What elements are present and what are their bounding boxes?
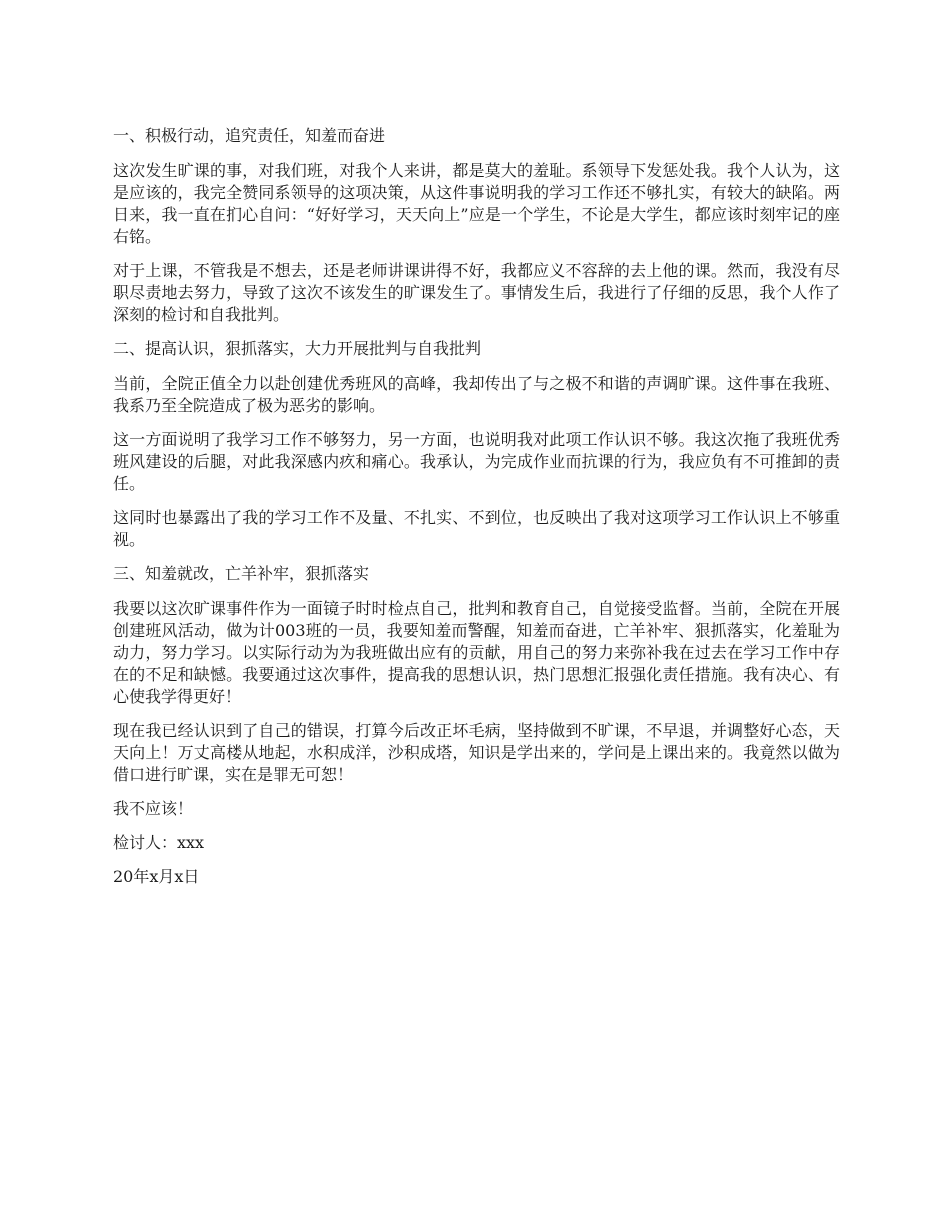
paragraph-3: 当前，全院正值全力以赴创建优秀班风的高峰，我却传出了与之极不和谐的声调旷课。这件事在我班、我系乃至全院造成了极为恶劣的影响。 <box>113 374 840 415</box>
paragraph-1: 这次发生旷课的事，对我们班，对我个人来讲，都是莫大的羞耻。系领导下发惩处我。我个人认为，这是应该的，我完全赞同系领导的这项决策，从这件事说明我的学习工作还不够扎实，有较大的缺陷。两日来，我一直在扪心自问：“好好学习，天天向上”应是一个学生，不论是大学生，都应该时刻牢记的座右铭。 <box>113 161 840 246</box>
paragraph-2: 对于上课，不管我是不想去，还是老师讲课讲得不好，我都应义不容辞的去上他的课。然而，我没有尽职尽责地去努力，导致了这次不该发生的旷课发生了。事情发生后，我进行了仔细的反思，我个人作了深刻的检讨和自我批判。 <box>113 261 840 324</box>
paragraph-4: 这一方面说明了我学习工作不够努力，另一方面，也说明我对此项工作认识不够。我这次拖了我班优秀班风建设的后腿，对此我深感内疚和痛心。我承认，为完成作业而抗课的行为，我应负有不可推卸的责任。 <box>113 430 840 493</box>
signature-line: 检讨人：xxx <box>113 833 205 852</box>
section-heading-1: 一、积极行动，追究责任，知羞而奋进 <box>113 126 386 145</box>
paragraph-7: 现在我已经认识到了自己的错误，打算今后改正坏毛病，坚持做到不旷课，不早退，并调整好心态，天天向上！万丈高楼从地起，水积成洋，沙积成塔，知识是学出来的，学问是上课出来的。我竟然以做为借口进行旷课，实在是罪无可恕！ <box>113 721 840 784</box>
section-heading-2: 二、提高认识，狠抓落实，大力开展批判与自我批判 <box>113 339 482 358</box>
paragraph-6: 我要以这次旷课事件作为一面镜子时时检点自己，批判和教育自己，自觉接受监督。当前，全院在开展创建班风活动，做为计003班的一员，我要知羞而警醒，知羞而奋进，亡羊补牢、狠抓落实，化羞耻为动力，努力学习。以实际行动为为我班做出应有的贡献，用自己的努力来弥补我在过去在学习工作中存在的不足和缺憾。我要通过这次事件，提高我的思想认识，热门思想汇报强化责任措施。我有决心、有心使我学得更好！ <box>113 599 840 706</box>
date-line: 20年x月x日 <box>113 867 200 886</box>
closing-line: 我不应该！ <box>113 799 194 818</box>
paragraph-5: 这同时也暴露出了我的学习工作不及量、不扎实、不到位，也反映出了我对这项学习工作认识上不够重视。 <box>113 508 840 549</box>
document-body <box>113 125 840 900</box>
section-heading-3: 三、知羞就改，亡羊补牢，狠抓落实 <box>113 564 370 583</box>
